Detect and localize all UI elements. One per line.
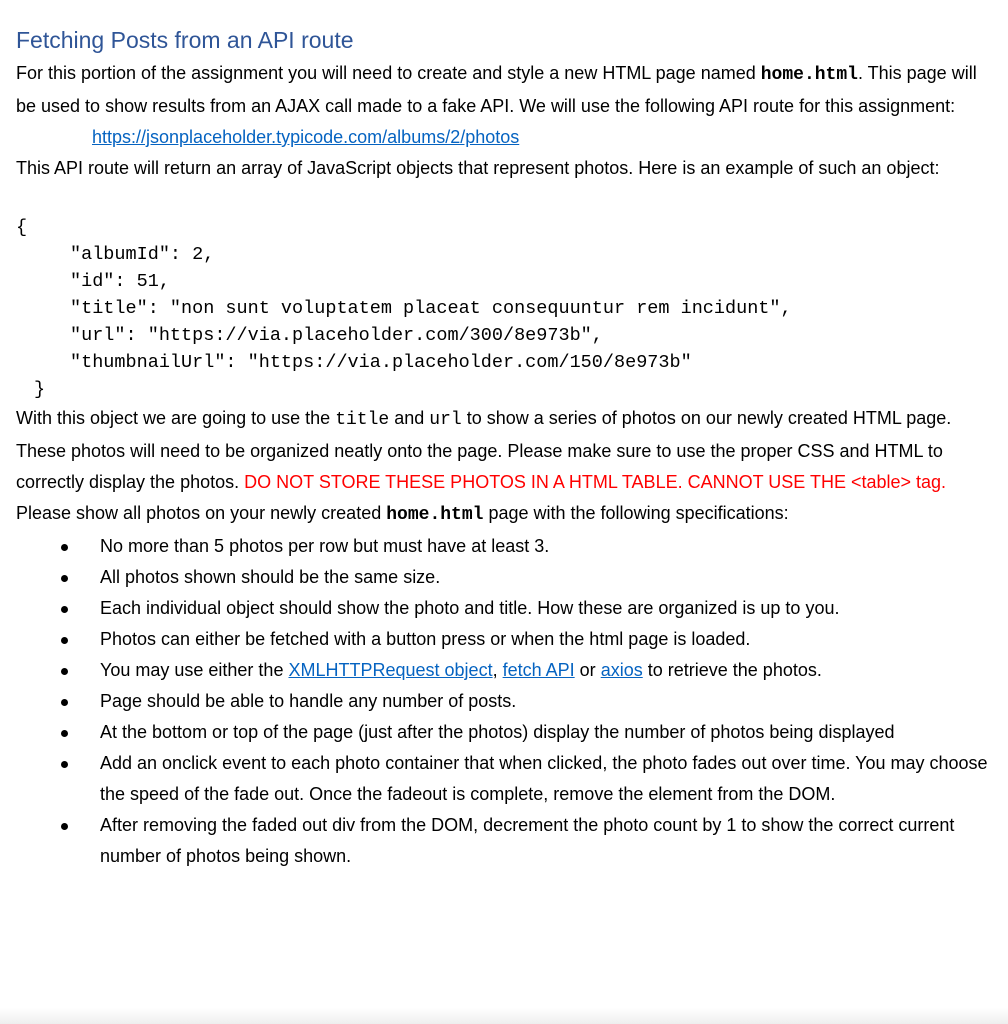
bullet-icon <box>61 544 68 551</box>
list-item <box>16 624 996 655</box>
section-heading: Fetching Posts from an API route <box>16 27 354 53</box>
list-item <box>16 810 996 872</box>
intro-text-2: . This page will be used to show results from an AJAX call made to a fake API. We will use the following API route for this assignment: <box>16 63 977 116</box>
bullet-icon <box>61 761 68 768</box>
list-item <box>16 717 996 748</box>
bullet-text-post: to retrieve the photos. <box>647 660 822 680</box>
usage-title-field: title <box>335 410 390 430</box>
code-line: "id": 51, <box>70 271 170 292</box>
api-route-link[interactable]: https://jsonplaceholder.typicode.com/albums/2/photos <box>92 127 520 147</box>
usage-url-field: url <box>429 410 462 430</box>
list-item <box>16 748 996 810</box>
bottom-edge-shadow <box>0 1008 1008 1024</box>
usage-paragraph <box>16 403 996 531</box>
code-line: "url": "https://via.placeholder.com/300/8e973b", <box>70 325 603 346</box>
bullet-text: Add an onclick event to each photo container that when clicked, the photo fades out over time. You may choose the speed of the fade out. Once the fadeout is complete, remove the element from the DOM. <box>100 753 988 804</box>
bullet-icon <box>61 637 68 644</box>
example-object-code <box>16 214 996 403</box>
specifications-list <box>16 531 996 872</box>
usage-text-4: page with the following specifications: <box>488 503 789 523</box>
intro-text-1: For this portion of the assignment you will need to create and style a new HTML page named <box>16 63 756 83</box>
axios-link[interactable]: axios <box>600 660 643 680</box>
bullet-icon <box>61 575 68 582</box>
usage-text-2: to show a series of photos on our newly created HTML page. These photos will need to be organized neatly onto the page. Please make sure to use the proper CSS and HTML to correctly display the photos. <box>16 408 952 492</box>
code-close-brace: } <box>34 379 46 400</box>
document-page <box>16 22 996 872</box>
bullet-text: All photos shown should be the same size. <box>100 567 441 587</box>
usage-and: and <box>394 408 425 428</box>
bullet-text: Photos can either be fetched with a button press or when the html page is loaded. <box>100 629 751 649</box>
bullet-text: Each individual object should show the photo and title. How these are organized is up to you. <box>100 598 840 618</box>
returns-paragraph: This API route will return an array of JavaScript objects that represent photos. Here is an example of such an object: <box>16 158 940 178</box>
usage-text-3: Please show all photos on your newly created <box>16 503 382 523</box>
usage-filename: home.html <box>386 505 484 525</box>
bullet-text: After removing the faded out div from the DOM, decrement the photo count by 1 to show the correct current number of photos being shown. <box>100 815 955 866</box>
fetch-api-link[interactable]: fetch API <box>502 660 575 680</box>
list-item <box>16 562 996 593</box>
bullet-icon <box>61 823 68 830</box>
intro-filename: home.html <box>760 65 858 85</box>
bullet-icon <box>61 668 68 675</box>
code-line: "thumbnailUrl": "https://via.placeholder.com/150/8e973b" <box>70 352 692 373</box>
bullet-comma: , <box>492 660 498 680</box>
bullet-icon <box>61 699 68 706</box>
list-item <box>16 531 996 562</box>
list-item <box>16 655 996 686</box>
bullet-icon <box>61 606 68 613</box>
bullet-text: Page should be able to handle any number of posts. <box>100 691 517 711</box>
list-item <box>16 593 996 624</box>
api-route-line <box>16 122 996 153</box>
code-open-brace: { <box>16 217 28 238</box>
usage-warning: DO NOT STORE THESE PHOTOS IN A HTML TABLE. CANNOT USE THE <table> tag. <box>244 472 947 492</box>
bullet-icon <box>61 730 68 737</box>
code-line: "title": "non sunt voluptatem placeat consequuntur rem incidunt", <box>70 298 792 319</box>
bullet-text: No more than 5 photos per row but must have at least 3. <box>100 536 550 556</box>
xmlhttprequest-link[interactable]: XMLHTTPRequest object <box>288 660 493 680</box>
code-line: "albumId": 2, <box>70 244 215 265</box>
intro-paragraph <box>16 58 996 122</box>
bullet-text-pre: You may use either the <box>100 660 284 680</box>
bullet-or: or <box>579 660 596 680</box>
usage-text-1: With this object we are going to use the <box>16 408 331 428</box>
bullet-text: At the bottom or top of the page (just after the photos) display the number of photos being displayed <box>100 722 895 742</box>
list-item <box>16 686 996 717</box>
